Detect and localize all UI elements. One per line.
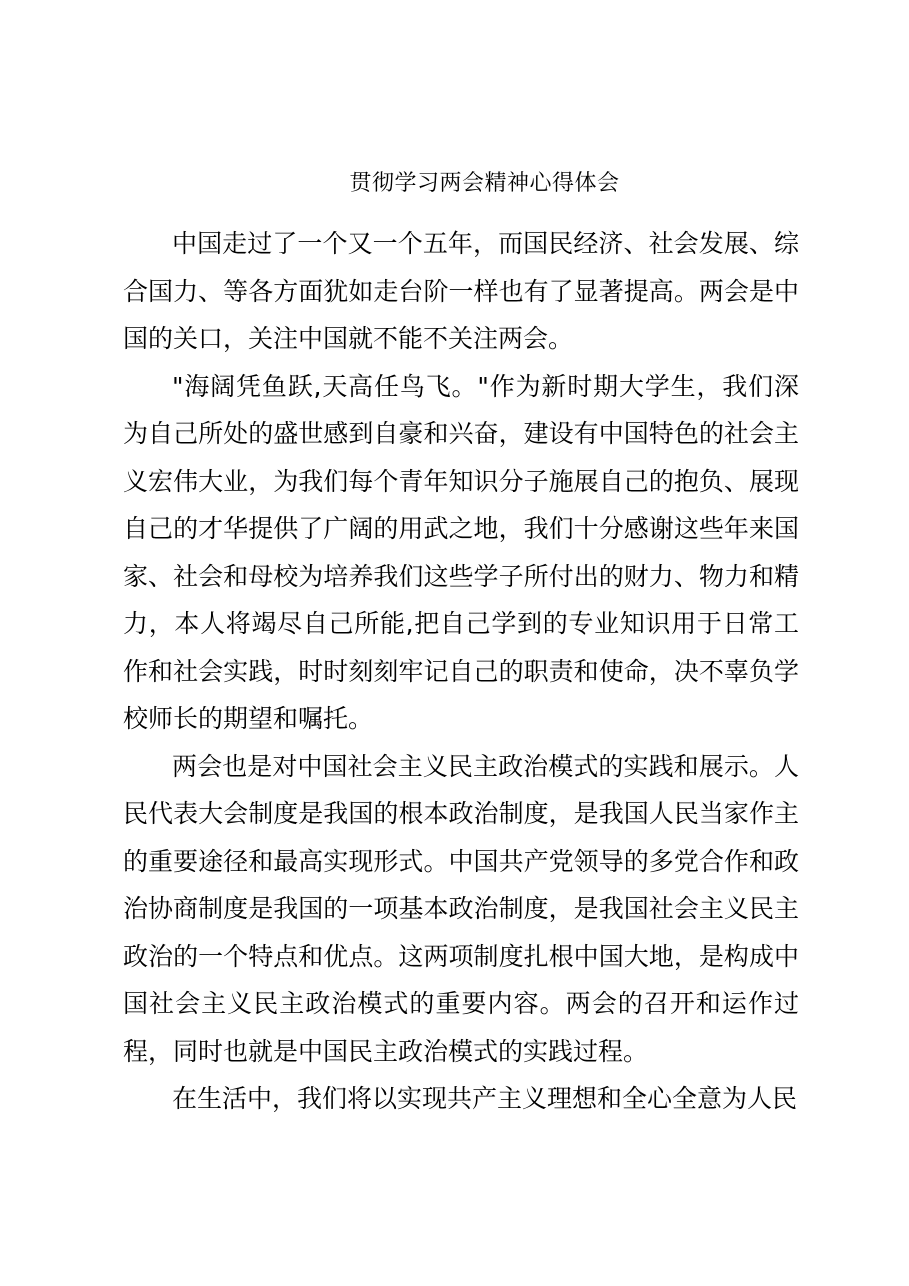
paragraph-2: "海阔凭鱼跃,天高任鸟飞。"作为新时期大学生，我们深为自己所处的盛世感到自豪和兴奋，建设有中国特色的社会主义宏伟大业，为我们每个青年知识分子施展自己的抱负、展现自己的才华提供了广阔的用武之地，我们十分感谢这些年来国家、社会和母校为培养我们这些学子所付出的财力、物力和精力，本人将竭尽自己所能,把自己学到的专业知识用于日常工作和社会实践，时时刻刻牢记自己的职责和使命，决不辜负学校师长的期望和嘱托。	[123, 371, 799, 733]
document-body	[123, 220, 799, 1123]
paragraph-4: 在生活中，我们将以实现共产主义理想和全心全意为人民	[172, 1084, 798, 1113]
document-title: 贯彻学习两会精神心得体会	[349, 171, 620, 196]
paragraph-3: 两会也是对中国社会主义民主政治模式的实践和展示。人民代表大会制度是我国的根本政治制度，是我国人民当家作主的重要途径和最高实现形式。中国共产党领导的多党合作和政治协商制度是我国的一项基本政治制度，是我国社会主义民主政治的一个特点和优点。这两项制度扎根中国大地，是构成中国社会主义民主政治模式的重要内容。两会的召开和运作过程，同时也就是中国民主政治模式的实践过程。	[123, 751, 799, 1066]
paragraph-1: 中国走过了一个又一个五年，而国民经济、社会发展、综合国力、等各方面犹如走台阶一样也有了显著提高。两会是中国的关口，关注中国就不能不关注两会。	[123, 229, 799, 353]
